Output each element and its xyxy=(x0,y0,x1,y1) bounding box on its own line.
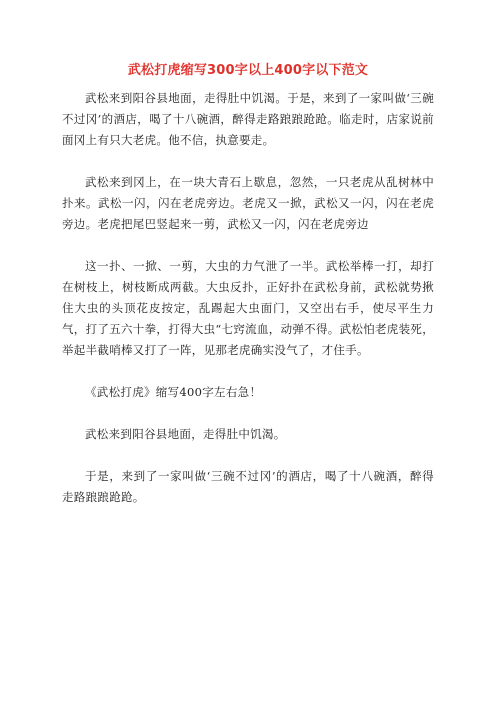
paragraph-spacer xyxy=(62,445,434,466)
document-title: 武松打虎缩写300字以上400字以下范文 xyxy=(127,63,369,78)
paragraph-2: 武松来到冈上，在一块大青石上歇息，忽然，一只老虎从乱树林中扑来。武松一闪，闪在老虎旁边。老虎又一掀，武松又一闪，闪在老虎旁边。老虎把尾巴竖起来一剪，武松又一闪，闪在老虎旁边 xyxy=(62,175,434,231)
paragraph-1: 武松来到阳谷县地面，走得肚中饥渴。于是，来到了一家叫做‘三碗不过冈’的酒店，喝了十八碗酒，醉得走路踉踉跄跄。临走时，店家说前面冈上有只大老虎。他不信，执意要走。 xyxy=(62,91,434,147)
paragraph-3: 这一扑、一掀、一剪，大虫的力气泄了一半。武松举棒一打，却打在树枝上，树枝断成两截。大虫反扑，正好扑在武松身前，武松就势揪住大虫的头顶花皮按定，乱踢起大虫面门，又空出右手，使尽平生力气，打了五六十拳，打得大虫“七窍流血，动弹不得。武松怕老虎装死，举起半截哨棒又打了一阵，见那老虎确实没气了，才住手。 xyxy=(62,259,434,357)
paragraph-spacer xyxy=(62,235,434,256)
paragraph-spacer xyxy=(62,151,434,172)
paragraph-5: 武松来到阳谷县地面，走得肚中饥渴。 xyxy=(85,427,286,441)
paragraph-6: 于是，来到了一家叫做‘三碗不过冈’的酒店，喝了十八碗酒，醉得走路踉踉跄跄。 xyxy=(62,469,434,504)
paragraph-spacer xyxy=(62,403,434,424)
paragraph-4: 《武松打虎》缩写400字左右急！ xyxy=(85,385,262,399)
paragraph-spacer xyxy=(62,361,434,382)
